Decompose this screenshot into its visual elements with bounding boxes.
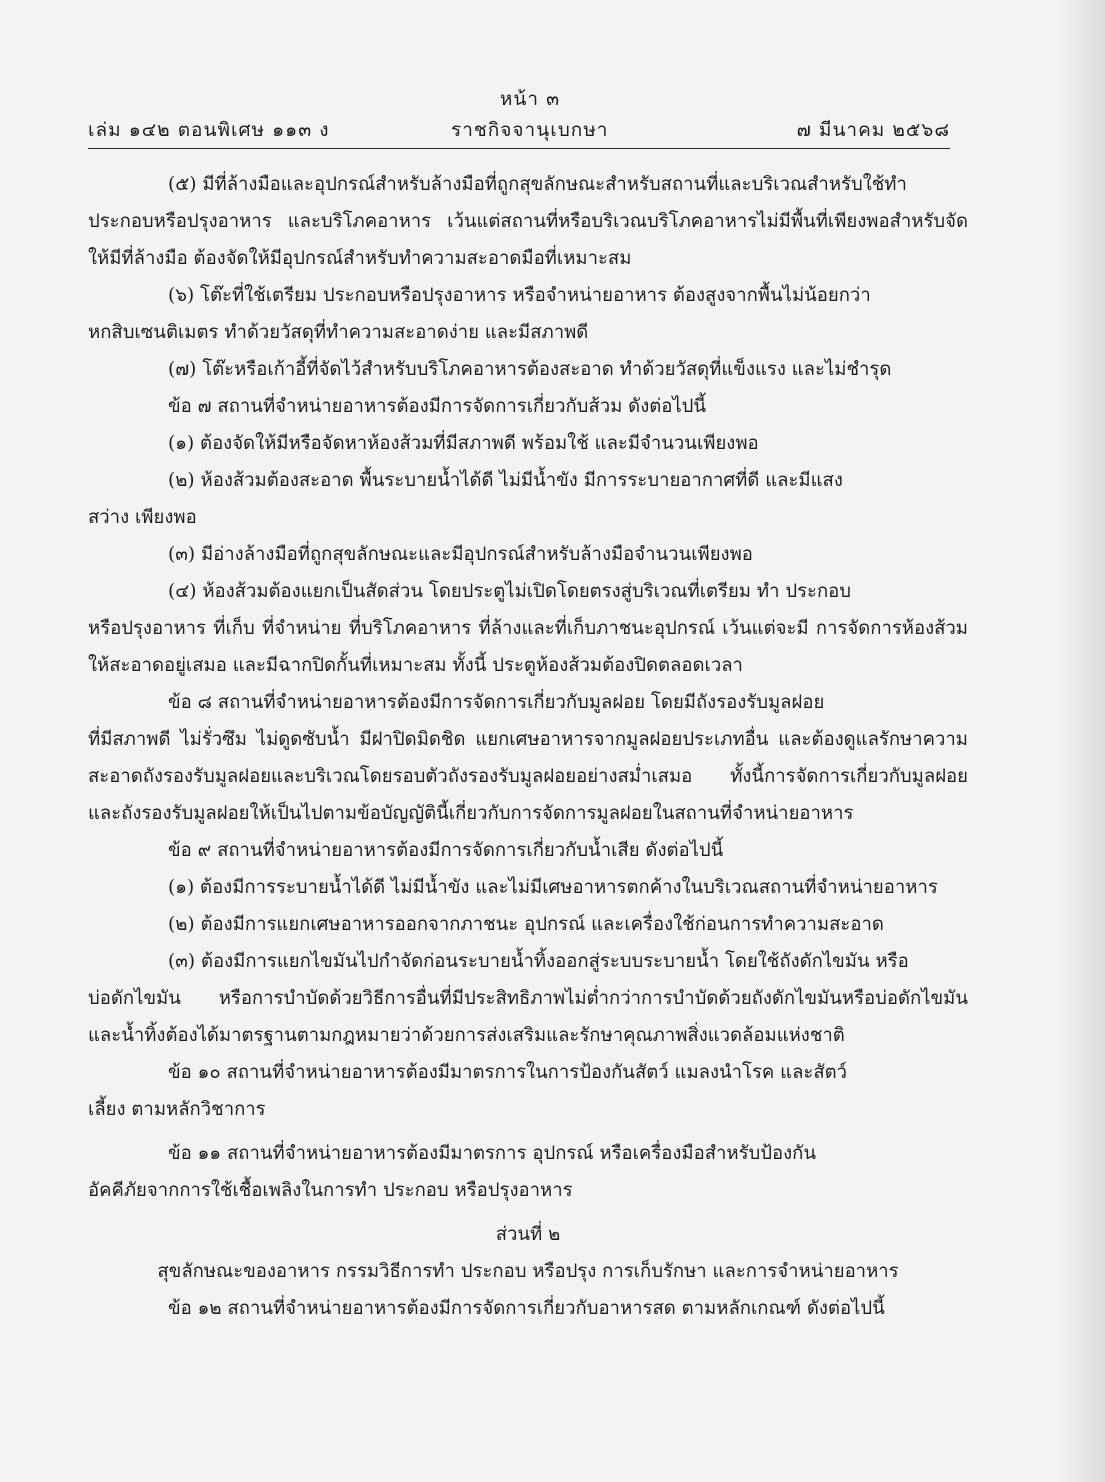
- paragraph: หรือปรุงอาหาร ที่เก็บ ที่จำหน่าย ที่บริโภคอาหาร ที่ล้างและที่เก็บภาชนะอุปกรณ์ เว้นแต่จะมี การจัดการห้องส้วมให้สะอาดอยู่เสมอ และมีฉากปิดกั้นที่เหมาะสม ทั้งนี้ ประตูห้องส้วมต้องปิดตลอดเวลา: [88, 618, 968, 676]
- paragraph: ประกอบหรือปรุงอาหาร และบริโภคอาหาร เว้นแต่สถานที่หรือบริเวณบริโภคอาหารไม่มีพื้นที่เพียงพอสำหรับจัดให้มีที่ล้างมือ ต้องจัดให้มีอุปกรณ์สำหรับทำความสะอาดมือที่เหมาะสม: [88, 211, 968, 269]
- clause-heading: ข้อ ๑๒ สถานที่จำหน่ายอาหารต้องมีการจัดการเกี่ยวกับอาหารสด ตามหลักเกณฑ์ ดังต่อไปนี้: [168, 1298, 885, 1319]
- paragraph: (๒) ห้องส้วมต้องสะอาด พื้นระบายน้ำได้ดี ไม่มีน้ำขัง มีการระบายอากาศที่ดี และมีแสง: [168, 470, 843, 491]
- paragraph: อัคคีภัยจากการใช้เชื้อเพลิงในการทำ ประกอบ หรือปรุงอาหาร: [88, 1180, 573, 1201]
- paragraph: (๑) ต้องมีการระบายน้ำได้ดี ไม่มีน้ำขัง และไม่มีเศษอาหารตกค้างในบริเวณสถานที่จำหน่ายอาหาร: [168, 877, 938, 898]
- paragraph: (๕) มีที่ล้างมือและอุปกรณ์สำหรับล้างมือที่ถูกสุขลักษณะสำหรับสถานที่และบริเวณสำหรับใช้ทำ: [168, 174, 907, 195]
- publication-date: ๗ มีนาคม ๒๕๖๘: [796, 119, 950, 141]
- page-number: หน้า ๓: [499, 88, 561, 110]
- document-body: [88, 166, 968, 1327]
- gazette-header: [88, 115, 950, 145]
- paragraph: (๖) โต๊ะที่ใช้เตรียม ประกอบหรือปรุงอาหาร หรือจำหน่ายอาหาร ต้องสูงจากพื้นไม่น้อยกว่า: [168, 285, 871, 306]
- clause-heading: ข้อ ๑๐ สถานที่จำหน่ายอาหารต้องมีมาตรการในการป้องกันสัตว์ แมลงนำโรค และสัตว์: [168, 1062, 848, 1083]
- paragraph: (๔) ห้องส้วมต้องแยกเป็นสัดส่วน โดยประตูไม่เปิดโดยตรงสู่บริเวณที่เตรียม ทำ ประกอบ: [168, 581, 852, 602]
- paragraph: (๓) มีอ่างล้างมือที่ถูกสุขลักษณะและมีอุปกรณ์สำหรับล้างมือจำนวนเพียงพอ: [168, 544, 753, 565]
- publication-name: ราชกิจจานุเบกษา: [451, 119, 609, 141]
- clause-heading: ข้อ ๙ สถานที่จำหน่ายอาหารต้องมีการจัดการเกี่ยวกับน้ำเสีย ดังต่อไปนี้: [168, 840, 724, 861]
- clause-heading: ข้อ ๗ สถานที่จำหน่ายอาหารต้องมีการจัดการเกี่ยวกับส้วม ดังต่อไปนี้: [168, 396, 707, 417]
- paragraph: สว่าง เพียงพอ: [88, 507, 197, 528]
- paragraph: (๓) ต้องมีการแยกไขมันไปกำจัดก่อนระบายน้ำทิ้งออกสู่ระบบระบายน้ำ โดยใช้ถังดักไขมัน หรือ: [168, 951, 909, 972]
- paragraph: (๒) ต้องมีการแยกเศษอาหารออกจากภาชนะ อุปกรณ์ และเครื่องใช้ก่อนการทำความสะอาด: [168, 914, 884, 935]
- clause-heading: ข้อ ๑๑ สถานที่จำหน่ายอาหารต้องมีมาตรการ อุปกรณ์ หรือเครื่องมือสำหรับป้องกัน: [168, 1143, 816, 1164]
- paragraph: ที่มีสภาพดี ไม่รั่วซึม ไม่ดูดซับน้ำ มีฝาปิดมิดชิด แยกเศษอาหารจากมูลฝอยประเภทอื่น และต้องดูแลรักษาความสะอาดถังรองรับมูลฝอยและบริเวณโดยรอบตัวถังรองรับมูลฝอยอย่างสม่ำเสมอ ทั้งนี้การจัดการเกี่ยวกับมูลฝอยและถังรองรับมูลฝอยให้เป็นไปตามข้อบัญญัตินี้เกี่ยวกับการจัดการมูลฝอยในสถานที่จำหน่ายอาหาร: [88, 729, 968, 824]
- paragraph: บ่อดักไขมัน หรือการบำบัดด้วยวิธีการอื่นที่มีประสิทธิภาพไม่ต่ำกว่าการบำบัดด้วยถังดักไขมันหรือบ่อดักไขมันและน้ำทิ้งต้องได้มาตรฐานตามกฎหมายว่าด้วยการส่งเสริมและรักษาคุณภาพสิ่งแวดล้อมแห่งชาติ: [88, 988, 968, 1046]
- volume-issue: เล่ม ๑๔๒ ตอนพิเศษ ๑๑๓ ง: [88, 119, 330, 141]
- paragraph: (๗) โต๊ะหรือเก้าอี้ที่จัดไว้สำหรับบริโภคอาหารต้องสะอาด ทำด้วยวัสดุที่แข็งแรง และไม่ชำรุด: [168, 359, 892, 380]
- paragraph: เลี้ยง ตามหลักวิชาการ: [88, 1099, 266, 1120]
- paragraph: (๑) ต้องจัดให้มีหรือจัดหาห้องส้วมที่มีสภาพดี พร้อมใช้ และมีจำนวนเพียงพอ: [168, 433, 759, 454]
- header-divider: [88, 148, 950, 149]
- section-title: ส่วนที่ ๒: [495, 1224, 561, 1245]
- paragraph: หกสิบเซนติเมตร ทำด้วยวัสดุที่ทำความสะอาดง่าย และมีสภาพดี: [88, 322, 589, 343]
- clause-heading: ข้อ ๘ สถานที่จำหน่ายอาหารต้องมีการจัดการเกี่ยวกับมูลฝอย โดยมีถังรองรับมูลฝอย: [168, 692, 825, 713]
- section-subtitle: สุขลักษณะของอาหาร กรรมวิธีการทำ ประกอบ หรือปรุง การเก็บรักษา และการจำหน่ายอาหาร: [157, 1261, 899, 1282]
